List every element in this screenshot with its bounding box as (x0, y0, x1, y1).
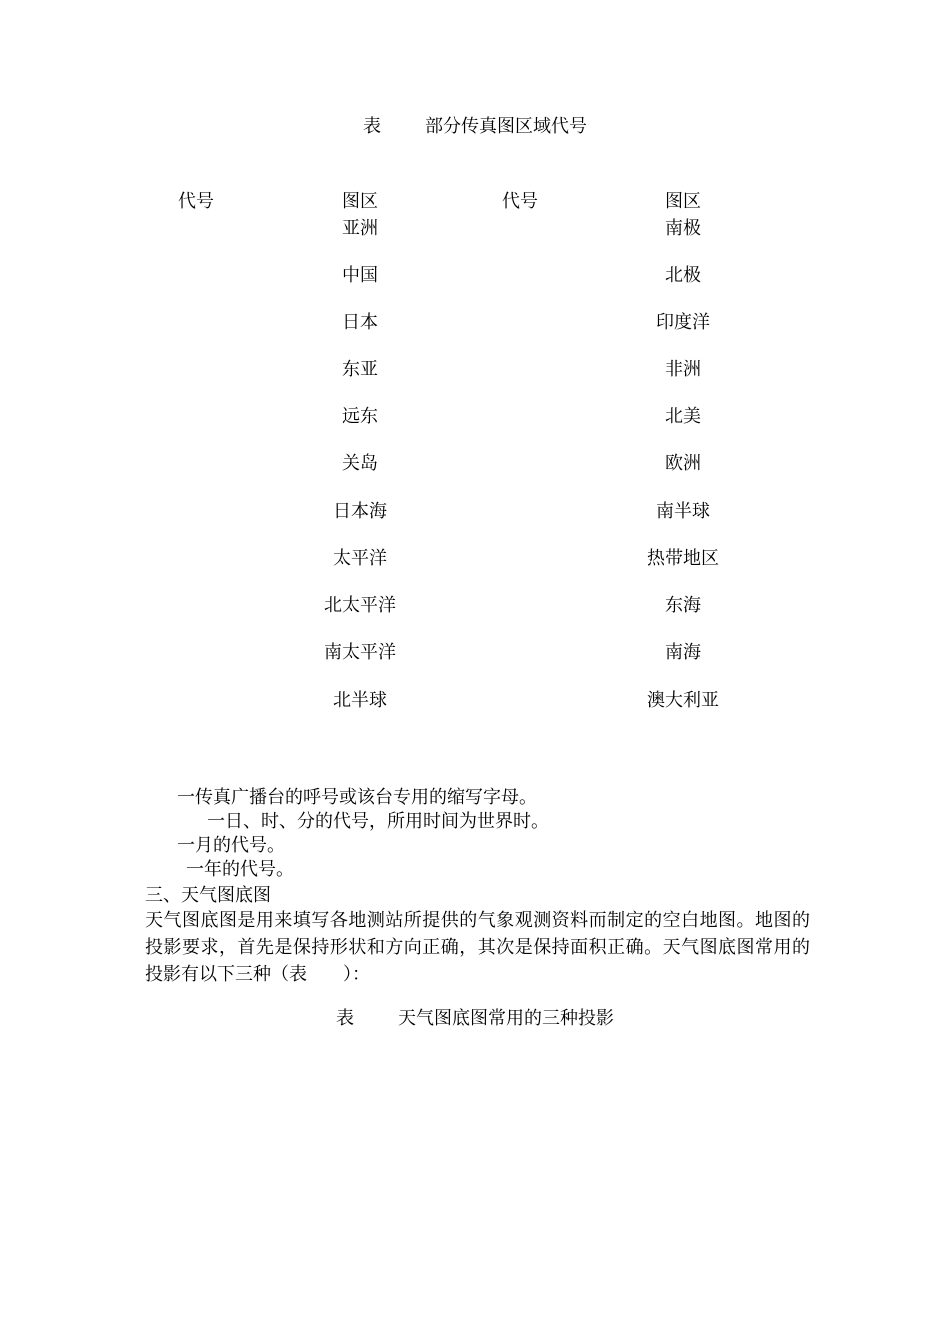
table-caption-label: 表 (336, 1008, 354, 1029)
table-cell-region: 东海 (665, 595, 701, 616)
table-cell-region: 北美 (665, 406, 701, 427)
table-cell-region: 欧洲 (665, 453, 701, 474)
table-cell-region: 热带地区 (647, 548, 719, 569)
column-header-code-2: 代号 (502, 191, 538, 212)
table-cell-region: 澳大利亚 (647, 690, 719, 711)
table-cell-region: 中国 (342, 265, 378, 286)
table-cell-region: 南太平洋 (324, 642, 396, 663)
section-heading: 三、天气图底图 (145, 885, 271, 906)
note-line: 一年的代号。 (186, 859, 294, 880)
table-cell-region: 日本海 (333, 501, 387, 522)
note-line: 一月的代号。 (177, 835, 285, 856)
table-cell-region: 亚洲 (342, 218, 378, 239)
note-line: 一日、时、分的代号，所用时间为世界时。 (207, 811, 549, 832)
table-cell-region: 关岛 (342, 453, 378, 474)
column-header-region-2: 图区 (665, 191, 701, 212)
body-paragraph: 天气图底图是用来填写各地测站所提供的气象观测资料而制定的空白地图。地图的投影要求，首先是保持形状和方向正确，其次是保持面积正确。天气图底图常用的投影有以下三种（表 ）： (145, 910, 810, 985)
table-cell-region: 南半球 (656, 501, 710, 522)
table-cell-region: 南海 (665, 642, 701, 663)
table-cell-region: 印度洋 (656, 312, 710, 333)
column-header-code-1: 代号 (178, 191, 214, 212)
table-cell-region: 日本 (342, 312, 378, 333)
column-header-region-1: 图区 (342, 191, 378, 212)
table-caption-label: 表 (363, 116, 381, 137)
note-line: 一传真广播台的呼号或该台专用的缩写字母。 (177, 787, 537, 808)
table-cell-region: 北极 (665, 265, 701, 286)
table-cell-region: 北太平洋 (324, 595, 396, 616)
table-caption (0, 1008, 950, 1030)
table-cell-region: 远东 (342, 406, 378, 427)
table-caption (0, 116, 950, 138)
table-caption-title: 天气图底图常用的三种投影 (398, 1008, 614, 1029)
table-cell-region: 非洲 (665, 359, 701, 380)
table-cell-region: 东亚 (342, 359, 378, 380)
table-caption-title: 部分传真图区域代号 (425, 116, 587, 137)
table-cell-region: 北半球 (333, 690, 387, 711)
table-cell-region: 太平洋 (333, 548, 387, 569)
table-cell-region: 南极 (665, 218, 701, 239)
